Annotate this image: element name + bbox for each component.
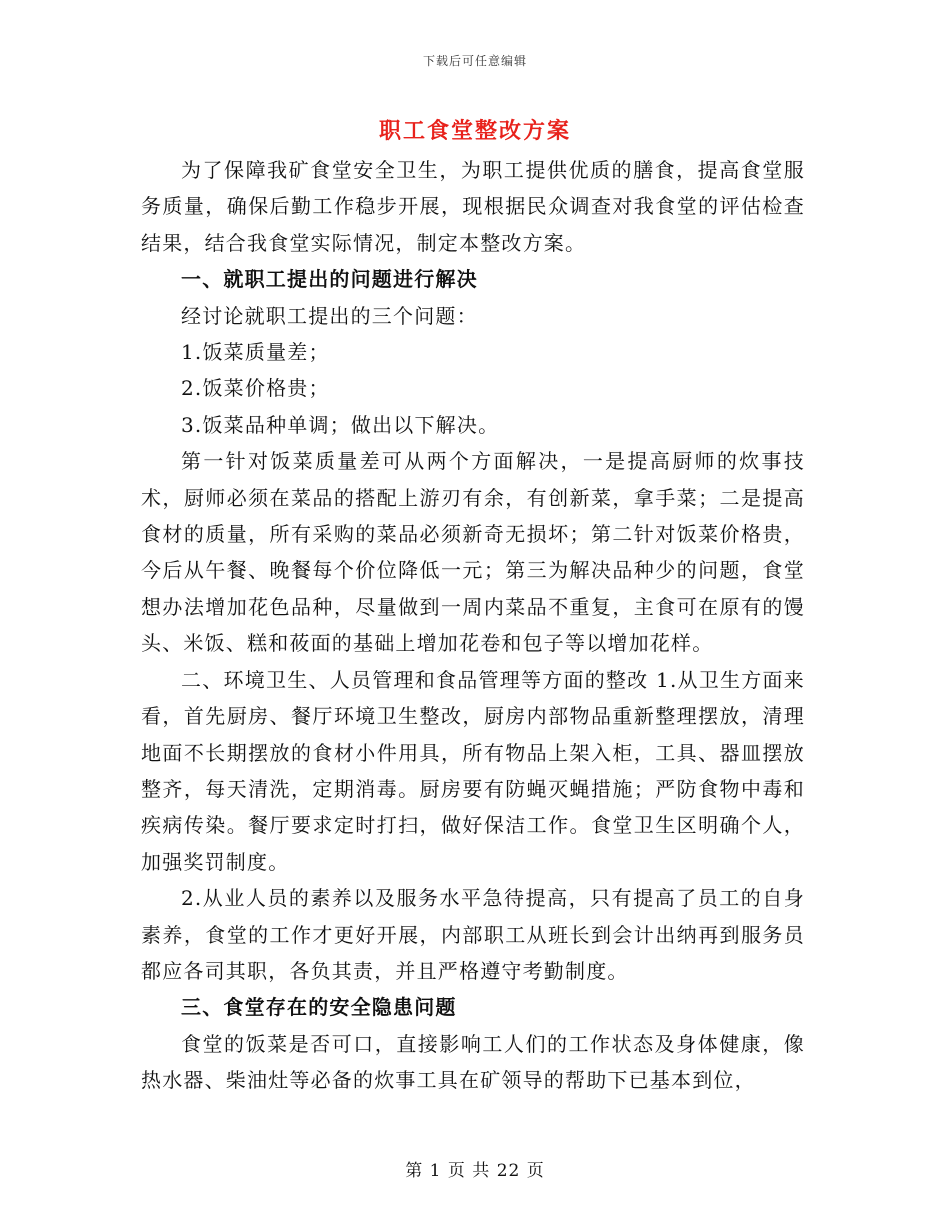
- problem-item-1: 1.饭菜质量差；: [181, 340, 330, 365]
- problem-item-2: 2.饭菜价格贵；: [181, 376, 330, 401]
- solution-paragraph: 第一针对饭菜质量差可从两个方面解决，一是提高厨师的炊事技术，厨师必须在菜品的搭配上游刃有余，有创新菜，拿手菜；二是提高食材的质量，所有采购的菜品必须新奇无损坏；第二针对饭菜价格贵，今后从午餐、晚餐每个价位降低一元；第三为解决品种少的问题，食堂想办法增加花色品种，尽量做到一周内菜品不重复，主食可在原有的馒头、米饭、糕和莜面的基础上增加花卷和包子等以增加花样。: [141, 449, 805, 656]
- document-body: [141, 152, 805, 1099]
- header-note: 下载后可任意编辑: [422, 54, 527, 68]
- discussion-intro: 经讨论就职工提出的三个问题：: [181, 303, 478, 328]
- problem-item-3: 3.饭菜品种单调；做出以下解决。: [181, 412, 500, 437]
- intro-paragraph: 为了保障我矿食堂安全卫生，为职工提供优质的膳食，提高食堂服务质量，确保后勤工作稳步开展，现根据民众调查对我食堂的评估检查结果，结合我食堂实际情况，制定本整改方案。: [141, 158, 805, 255]
- staff-quality-paragraph: 2.从业人员的素养以及服务水平急待提高，只有提高了员工的自身素养，食堂的工作才更好开展，内部职工从班长到会计出纳再到服务员都应各司其职，各负其责，并且严格遵守考勤制度。: [141, 886, 805, 983]
- section-heading-1: 一、就职工提出的问题进行解决: [181, 267, 478, 292]
- section-heading-3: 三、食堂存在的安全隐患问题: [181, 995, 457, 1020]
- page-number: 第 1 页 共 22 页: [405, 1161, 545, 1181]
- safety-paragraph: 食堂的饭菜是否可口，直接影响工人们的工作状态及身体健康，像热水器、柴油灶等必备的炊事工具在矿领导的帮助下已基本到位，: [141, 1031, 805, 1093]
- document-title: 职工食堂整改方案: [378, 118, 571, 144]
- section-2-paragraph: 二、环境卫生、人员管理和食品管理等方面的整改 1.从卫生方面来看，首先厨房、餐厅环境卫生整改，厨房内部物品重新整理摆放，清理地面不长期摆放的食材小件用具，所有物品上架入柜，工具、器皿摆放整齐，每天清洗，定期消毒。厨房要有防蝇灭蝇措施；严防食物中毒和疾病传染。餐厅要求定时打扫，做好保洁工作。食堂卫生区明确个人，加强奖罚制度。: [141, 667, 805, 874]
